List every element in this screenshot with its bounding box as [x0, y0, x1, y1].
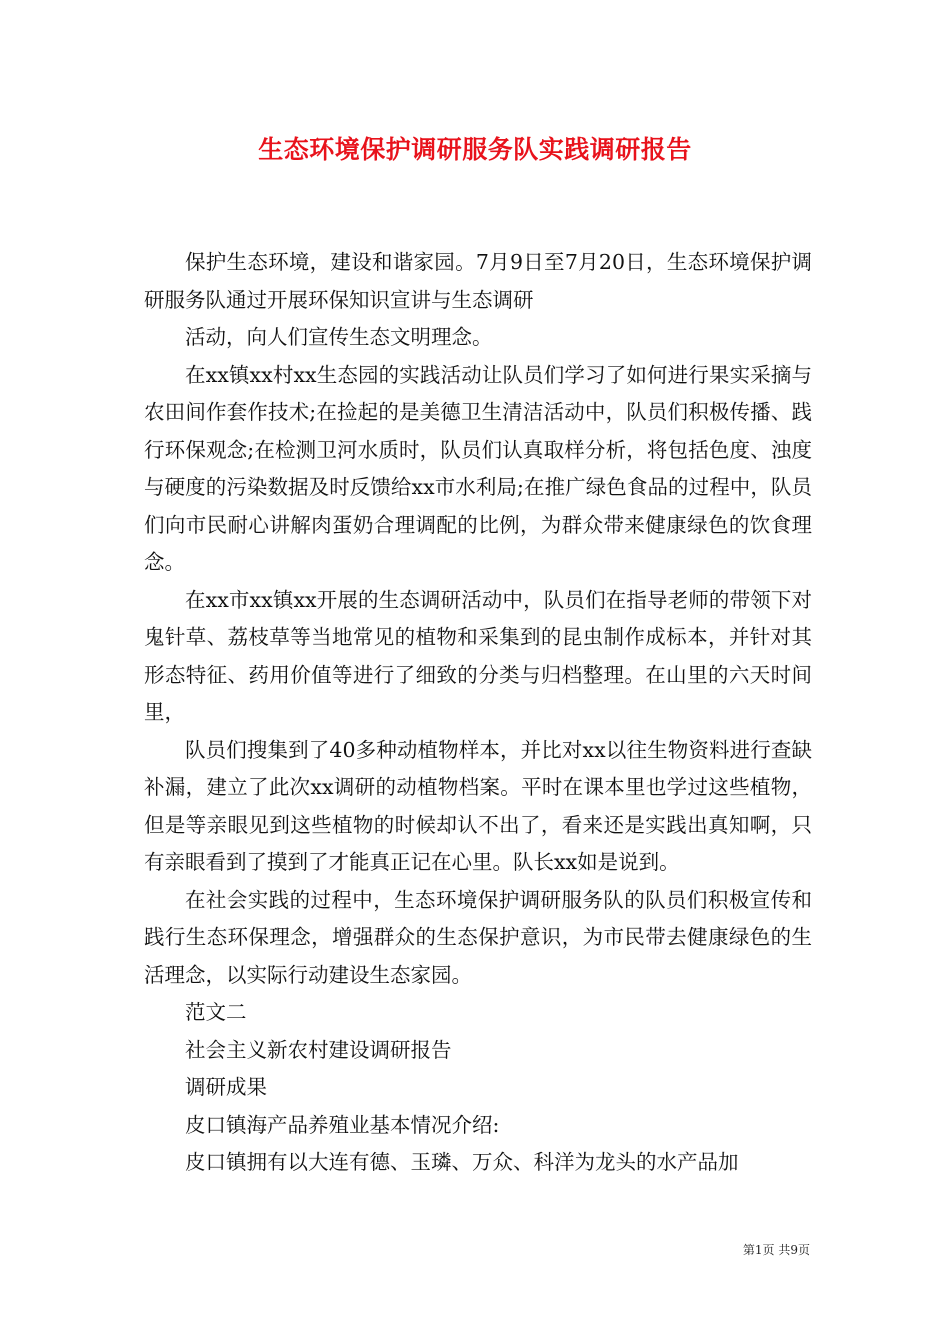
- paragraph-1: 保护生态环境，建设和谐家园。7月9日至7月20日，生态环境保护调研服务队通过开展环保知识宣讲与生态调研: [144, 250, 812, 312]
- paragraph-4: 在xx市xx镇xx开展的生态调研活动中，队员们在指导老师的带领下对鬼针草、荔枝草等当地常见的植物和采集到的昆虫制作成标本，并针对其形态特征、药用价值等进行了细致的分类与归档整理。在山里的六天时间里，: [144, 587, 812, 724]
- section-label: 范文二: [185, 1000, 247, 1024]
- section-title: 社会主义新农村建设调研报告: [185, 1037, 452, 1062]
- paragraph-5: 队员们搜集到了40多种动植物样本，并比对xx以往生物资料进行查缺补漏，建立了此次xx调研的动植物档案。平时在课本里也学过这些植物，但是等亲眼见到这些植物的时候却认不出了，看来还是实践出真知啊，只有亲眼看到了摸到了才能真正记在心里。队长xx如是说到。: [144, 737, 812, 874]
- paragraph-6: 在社会实践的过程中，生态环境保护调研服务队的队员们积极宣传和践行生态环保理念，增强群众的生态保护意识，为市民带去健康绿色的生活理念，以实际行动建设生态家园。: [144, 887, 812, 987]
- document-title: 生态环境保护调研服务队实践调研报告: [258, 135, 692, 164]
- paragraph-3: 在xx镇xx村xx生态园的实践活动让队员们学习了如何进行果实采摘与农田间作套作技术;在捡起的是美德卫生清洁活动中，队员们积极传播、践行环保观念;在检测卫河水质时，队员们认真取样分析，将包括色度、浊度与硬度的污染数据及时反馈给xx市水利局;在推广绿色食品的过程中，队员们向市民耐心讲解肉蛋奶合理调配的比例，为群众带来健康绿色的饮食理念。: [144, 362, 812, 574]
- paragraph-2: 活动，向人们宣传生态文明理念。: [185, 325, 493, 349]
- document-body: [144, 244, 812, 1182]
- subsection-heading: 调研成果: [185, 1075, 267, 1099]
- paragraph-continued: 皮口镇拥有以大连有德、玉璘、万众、科洋为龙头的水产品加: [185, 1150, 739, 1174]
- page-number: 第1页 共9页: [742, 1243, 810, 1257]
- subsection-intro: 皮口镇海产品养殖业基本情况介绍:: [185, 1112, 500, 1137]
